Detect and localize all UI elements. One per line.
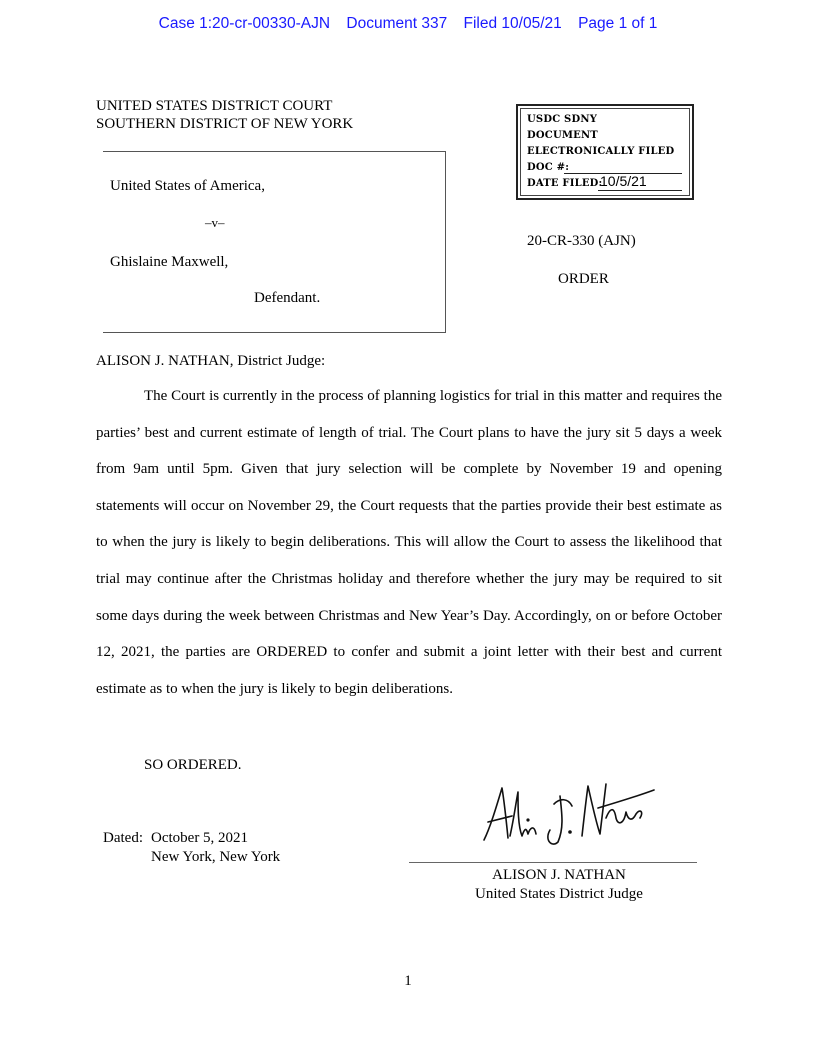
stamp-electronically-filed: ELECTRONICALLY FILED — [527, 146, 675, 157]
stamp-court: USDC SDNY — [527, 114, 598, 125]
court-name — [96, 97, 353, 133]
stamp-date-filed-value: 10/5/21 — [600, 173, 647, 189]
page-count-header: Page 1 of 1 — [578, 15, 658, 32]
judge-intro: ALISON J. NATHAN, District Judge: — [96, 353, 326, 369]
case-number-header: Case 1:20-cr-00330-AJN — [158, 15, 331, 32]
versus: –v– — [205, 215, 225, 230]
defendant-role: Defendant. — [254, 290, 321, 306]
dated-date: October 5, 2021 — [151, 830, 249, 846]
court-line-1: UNITED STATES DISTRICT COURT — [96, 98, 333, 114]
handwritten-signature — [478, 778, 658, 850]
judge-title: United States District Judge — [475, 886, 643, 902]
document-number-header: Document 337 — [346, 15, 448, 32]
signature-line — [409, 862, 697, 863]
dated-place: New York, New York — [151, 849, 281, 865]
stamp-date-filed-label: DATE FILED: — [527, 178, 603, 189]
filed-date-header: Filed 10/05/21 — [463, 15, 562, 32]
dated-label: Dated: — [103, 830, 143, 846]
court-line-2: SOUTHERN DISTRICT OF NEW YORK — [96, 116, 354, 132]
stamp-date-filed-blank — [598, 190, 682, 191]
judge-name: ALISON J. NATHAN — [492, 867, 626, 883]
stamp-document: DOCUMENT — [527, 130, 598, 141]
electronic-filing-stamp — [516, 104, 694, 200]
ecf-header — [0, 15, 816, 33]
defendant-name: Ghislaine Maxwell, — [110, 254, 229, 270]
so-ordered: SO ORDERED. — [144, 757, 242, 773]
case-number: 20-CR-330 (AJN) — [527, 233, 636, 249]
plaintiff-name: United States of America, — [110, 178, 265, 194]
order-paragraph: The Court is currently in the process of planning logistics for trial in this matter and requires the parties’ best and current estimate of length of trial. The Court plans to have the jury sit 5 days a week from 9am until 5pm. Given that jury selection will be complete by November 19 and opening statements will occur on November 29, the Court requests that the parties provide their best estimate as to when the jury is likely to begin deliberations. This will allow the Court to assess the likelihood that trial may continue after the Christmas holiday and therefore whether the jury may be required to sit some days during the week between Christmas and New Year’s Day. Accordingly, on or before October 12, 2021, the parties are ORDERED to confer and submit a joint letter with their best and current estimate as to when the jury is likely to begin deliberations. — [96, 388, 722, 697]
order-body — [96, 378, 722, 707]
stamp-doc-number-label: DOC #: — [527, 162, 570, 173]
document-type: ORDER — [558, 271, 609, 287]
page-number: 1 — [404, 973, 412, 989]
